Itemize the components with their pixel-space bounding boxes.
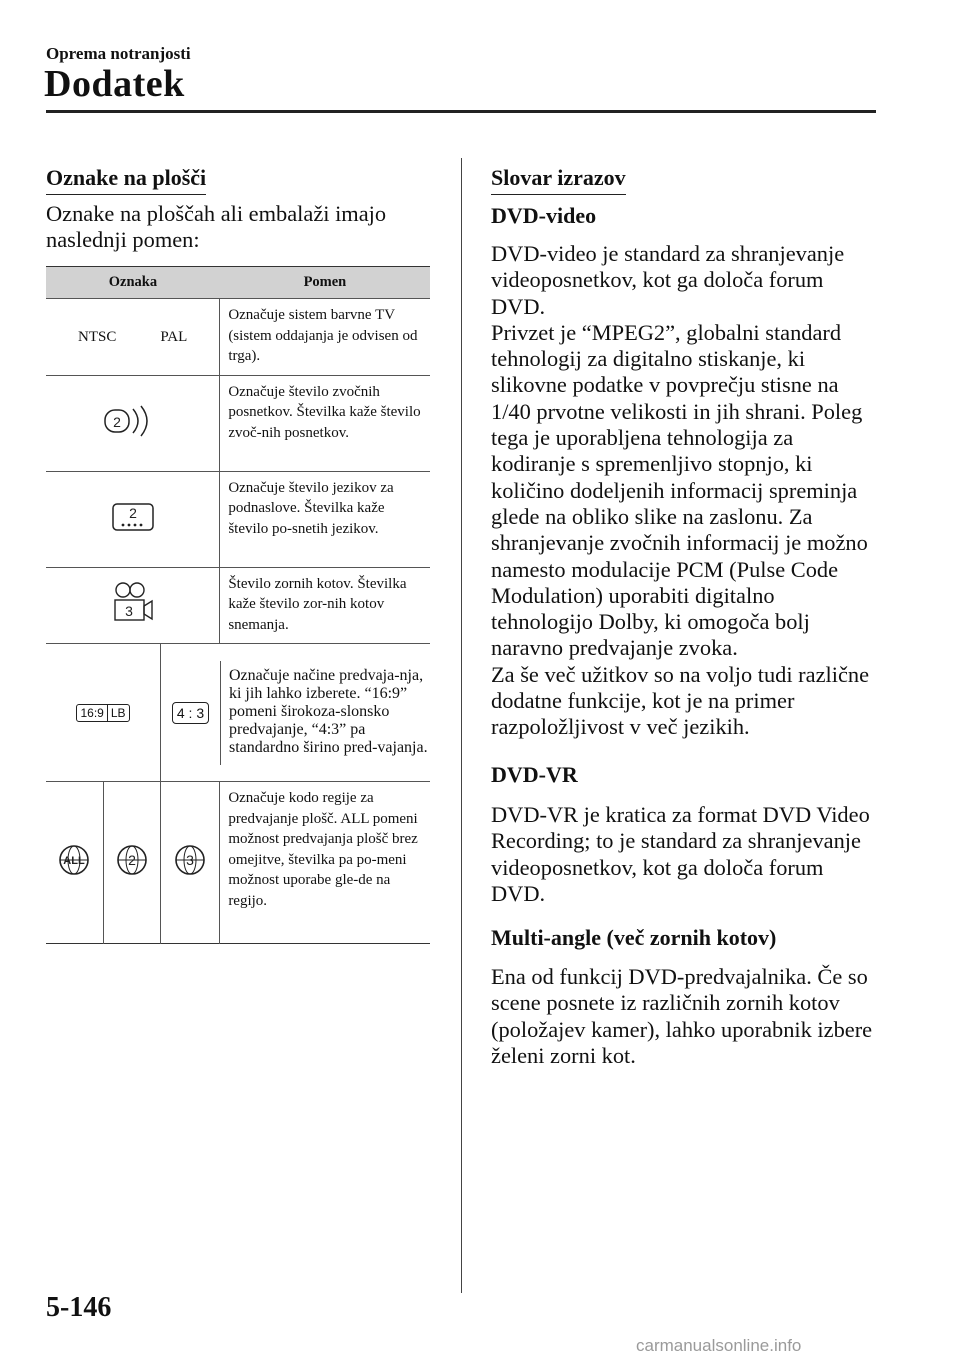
mark-cell — [160, 644, 430, 782]
table-row — [46, 644, 430, 782]
term-title: DVD-video — [491, 203, 597, 228]
table-row — [46, 567, 430, 644]
mark-cell — [46, 567, 220, 644]
aspect-4-3-icon: 4 : 3 — [172, 702, 209, 724]
watermark: carmanualsonline.info — [636, 1336, 802, 1355]
mark-cell — [46, 644, 160, 782]
svg-text:ALL: ALL — [63, 855, 86, 867]
meaning-cell: Število zornih kotov. Številka kaže število zor-nih kotov snemanja. — [220, 567, 430, 644]
table-header-row — [46, 267, 430, 299]
table-row — [46, 471, 430, 567]
header-meaning: Pomen — [220, 267, 430, 299]
svg-text:2: 2 — [127, 852, 136, 868]
disc-marks-table — [46, 266, 430, 944]
term-title: DVD-VR — [491, 762, 578, 787]
audio-tracks-icon — [103, 403, 163, 439]
mark-cell — [46, 375, 220, 471]
right-heading: Slovar izrazov — [491, 165, 626, 195]
camera-angle-icon — [110, 581, 156, 625]
header-mark: Oznaka — [46, 267, 220, 299]
table-row — [46, 375, 430, 471]
region-globe-icon — [115, 843, 149, 877]
svg-text:2: 2 — [112, 413, 121, 430]
meaning-cell: Označuje sistem barvne TV (sistem oddajanja je odvisen od trga). — [220, 299, 430, 376]
mark-cell — [46, 299, 220, 376]
meaning-cell: Označuje število zvočnih posnetkov. Številka kaže število zvoč-nih posnetkov. — [220, 375, 430, 471]
meaning-cell: Označuje število jezikov za podnaslove. Številka kaže število po-snetih jezikov. — [220, 471, 430, 567]
term-text: Ena od funkcij DVD-predvajalnika. Če so scene posnete iz različnih zornih kotov (položajev kamer), lahko uporabnik izbere želeni zorni kot. — [491, 964, 873, 1068]
term-text: DVD-VR je kratica za format DVD Video Recording; to je standard za shranjevanje videoposnetkov, kot ga določa forum DVD. — [491, 802, 870, 906]
section-label: Oprema notranjosti — [46, 44, 191, 63]
pal-label: PAL — [160, 328, 188, 345]
region-globe-icon — [173, 843, 207, 877]
widescreen-lb-icon: 16:9 LB — [76, 704, 129, 722]
mark-cell — [103, 782, 160, 944]
left-intro: Oznake na ploščah ali embalaži imajo naslednji pomen: — [46, 201, 387, 253]
table-row — [46, 299, 430, 376]
meaning-cell: Označuje kodo regije za predvajanje plošč. ALL pomeni možnost predvajanja plošč brez omejitve, številka pa po-meni možnost uporabe gle-de na regijo. — [220, 782, 430, 944]
mark-cell — [160, 782, 219, 944]
svg-text:3: 3 — [124, 602, 133, 619]
term-text: DVD-video je standard za shranjevanje videoposnetkov, kot ga določa forum DVD. Privzet je “MPEG2”, globalni standard tehnologij za digitalno stiskanje, ki slikovne podatke v povprečju stisne na 1/40 prvotne velikosti in jih shrani. Poleg tega je uporabljena tehnologija za kodiranje s spremenljivo stopnjo, ki količino dodeljenih informacij spreminja glede na obliko slike na zaslonu. Za shranjevanje zvočnih informacij je možno namesto modulacije PCM (Pulse Code Modulation) uporabiti digitalno tehnologijo Dolby, ki omogoča bolj naravno predvajanje zvoka. Za še več užitkov so na voljo tudi različne dodatne funkcije, kot je na primer razpoložljivost v več jezikih. — [491, 241, 870, 740]
page-title: Dodatek — [44, 63, 185, 105]
term-title: Multi-angle (več zornih kotov) — [491, 925, 777, 950]
meaning-cell: Označuje načine predvaja-nja, ki jih lahko izberete. “16:9” pomeni širokoza-slonsko predvajanje, “4:3” pa standardno širino pred-vajanja. — [220, 661, 430, 765]
table-row — [46, 782, 430, 944]
subtitle-icon — [111, 500, 155, 534]
mark-cell — [46, 471, 220, 567]
mark-cell — [46, 782, 103, 944]
title-rule — [46, 110, 876, 113]
svg-text:3: 3 — [186, 852, 195, 868]
svg-text:2: 2 — [128, 504, 137, 521]
column-divider — [461, 158, 462, 1293]
region-globe-icon — [57, 843, 91, 877]
left-heading: Oznake na plošči — [46, 165, 206, 195]
page-number: 5-146 — [46, 1292, 112, 1323]
ntsc-label: NTSC — [78, 328, 117, 345]
